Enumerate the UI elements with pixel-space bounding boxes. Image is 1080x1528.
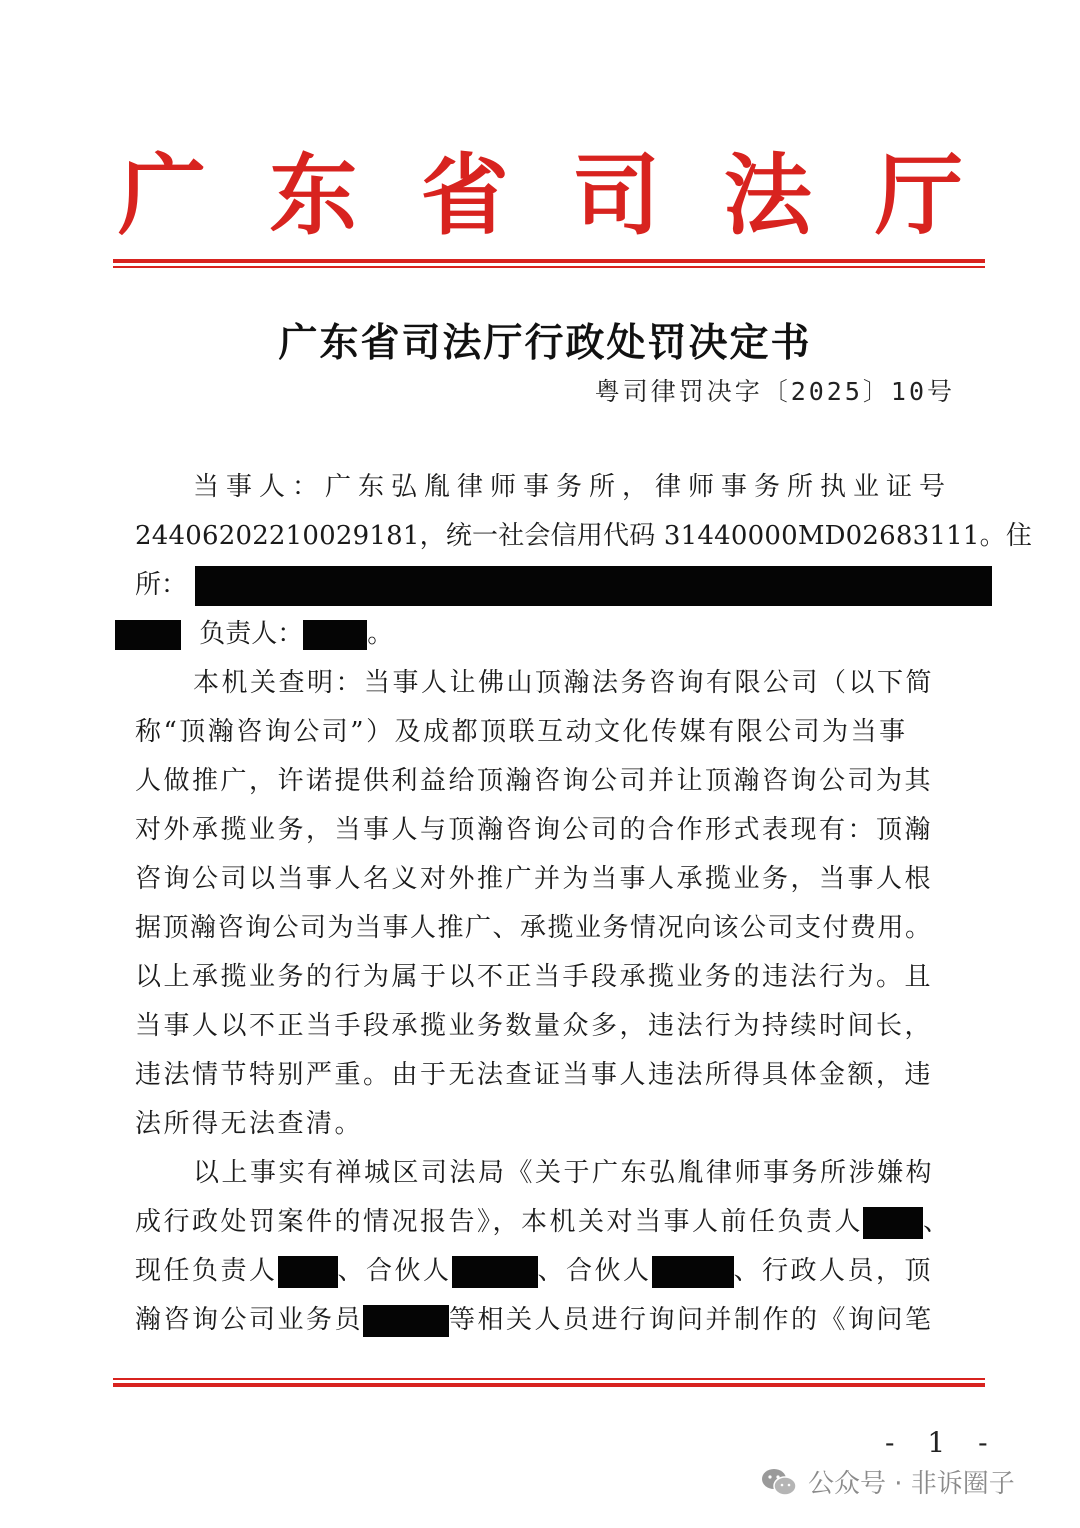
body-text: 所：	[135, 570, 188, 600]
body-line	[193, 468, 955, 508]
body-text: 、合伙人	[537, 1256, 652, 1286]
body-line	[115, 615, 415, 655]
body-line	[135, 1105, 955, 1145]
body-text: 违法情节特别严重。由于无法查证当事人违法所得具体金额，违	[135, 1060, 934, 1090]
redaction-block	[652, 1256, 734, 1288]
letterhead-char: 广	[118, 143, 207, 247]
body-line	[135, 1252, 955, 1292]
letterhead-char: 法	[723, 143, 812, 247]
body-text: 法所得无法查清。	[135, 1109, 364, 1139]
redaction-block	[303, 620, 367, 650]
body-text: 称“顶瀚咨询公司”）及成都顶联互动文化传媒有限公司为当事	[135, 717, 908, 747]
body-line	[135, 566, 980, 606]
page-number: - 1 -	[885, 1426, 1000, 1459]
body-text: 等相关人员进行询问并制作的《询问笔	[449, 1305, 934, 1335]
document-title: 广东省司法厅行政处罚决定书	[278, 320, 812, 366]
footer-rule-thin	[113, 1378, 985, 1380]
body-line	[135, 762, 955, 802]
letterhead-char: 省	[420, 143, 509, 247]
body-text: 当事人：广东弘胤律师事务所，律师事务所执业证号	[193, 472, 953, 502]
redaction-block	[278, 1256, 338, 1288]
letterhead-char: 东	[269, 143, 358, 247]
redaction-block	[863, 1207, 923, 1239]
letterhead	[118, 140, 963, 250]
body-text: 。	[367, 619, 394, 649]
body-text: 对外承揽业务，当事人与顶瀚咨询公司的合作形式表现有：顶瀚	[135, 815, 934, 845]
body-text: 24406202210029181，统一社会信用代码 31440000MD02683111。住	[135, 521, 1033, 551]
body-text: 以上事实有禅城区司法局《关于广东弘胤律师事务所涉嫌构	[193, 1158, 935, 1188]
body-text: 、行政人员，顶	[733, 1256, 934, 1286]
body-line	[193, 664, 955, 704]
body-text: 当事人以不正当手段承揽业务数量众多，违法行为持续时间长，	[135, 1011, 934, 1041]
body-text: 据顶瀚咨询公司为当事人推广、承揽业务情况向该公司支付费用。	[135, 913, 933, 943]
body-line	[135, 1203, 975, 1243]
body-line	[135, 713, 955, 753]
header-rule-thin	[113, 266, 985, 268]
body-line	[135, 1056, 955, 1096]
redaction-block	[195, 566, 992, 606]
body-line	[135, 1301, 955, 1341]
redaction-block	[363, 1305, 449, 1337]
redaction-block	[452, 1256, 538, 1288]
body-line	[135, 1007, 955, 1047]
body-text: 、合伙人	[337, 1256, 452, 1286]
body-text: 以上承揽业务的行为属于以不正当手段承揽业务的违法行为。且	[135, 962, 934, 992]
letterhead-char: 司	[572, 143, 661, 247]
body-text: 负责人：	[199, 619, 304, 649]
body-text: 瀚咨询公司业务员	[135, 1305, 364, 1335]
letterhead-char: 厅	[874, 143, 963, 247]
body-text: 本机关查明：当事人让佛山顶瀚法务咨询有限公司（以下简	[193, 668, 935, 698]
wechat-icon	[760, 1466, 798, 1498]
document-number: 粤司律罚决字〔2025〕10号	[594, 377, 955, 406]
body-line	[193, 1154, 955, 1194]
body-text: 、	[923, 1207, 950, 1237]
body-line	[135, 958, 955, 998]
watermark	[760, 1463, 1015, 1500]
body-line	[135, 811, 955, 851]
body-text: 成行政处罚案件的情况报告》，本机关对当事人前任负责人	[135, 1207, 864, 1237]
body-line	[135, 860, 955, 900]
body-line	[135, 909, 955, 949]
watermark-text: 公众号 · 非诉圈子	[808, 1469, 1015, 1499]
redaction-block	[115, 620, 181, 650]
body-line	[135, 517, 1033, 557]
footer-rule-thick	[113, 1383, 985, 1387]
header-rule-thick	[113, 259, 985, 263]
body-text: 现任负责人	[135, 1256, 278, 1286]
body-text: 咨询公司以当事人名义对外推广并为当事人承揽业务，当事人根	[135, 864, 934, 894]
body-text: 人做推广，许诺提供利益给顶瀚咨询公司并让顶瀚咨询公司为其	[135, 766, 934, 796]
